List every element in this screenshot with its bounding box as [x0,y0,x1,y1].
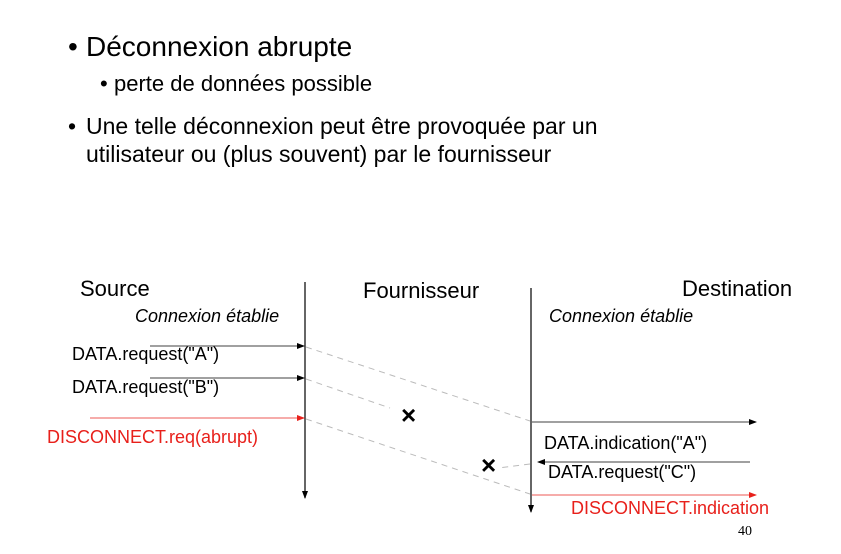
data-request-c-label: DATA.request("C") [548,462,697,482]
bullet-glyph: • [100,71,108,96]
bullet-text-line2: utilisateur ou (plus souvent) par le fournisseur [86,141,552,167]
transit-c-dashed [498,464,530,468]
data-request-a-label: DATA.request("A") [72,344,220,364]
bullet-text-line1: Une telle déconnexion peut être provoquée par un [86,113,598,139]
transit-b-dashed [306,379,390,408]
data-request-b-label: DATA.request("B") [72,377,220,397]
bullet-glyph: • [68,31,78,62]
disconnect-req-label: DISCONNECT.req(abrupt) [47,427,259,447]
column-source: Source [80,276,150,301]
disconnect-indication-label: DISCONNECT.indication [571,498,770,518]
column-provider: Fournisseur [363,278,480,303]
connection-established-right: Connexion établie [549,306,694,326]
page-number: 40 [738,524,752,539]
bullet-text: Déconnexion abrupte [86,31,353,62]
transit-a-dashed [306,347,530,421]
bullet-text: perte de données possible [114,71,373,96]
connection-established-left: Connexion établie [135,306,280,326]
transit-disconnect-dashed [306,419,530,494]
column-destination: Destination [682,276,793,301]
loss-marker-c: × [481,450,497,480]
data-indication-a-label: DATA.indication("A") [544,433,708,453]
bullet-glyph: • [68,113,77,139]
loss-marker-b: × [401,400,417,430]
